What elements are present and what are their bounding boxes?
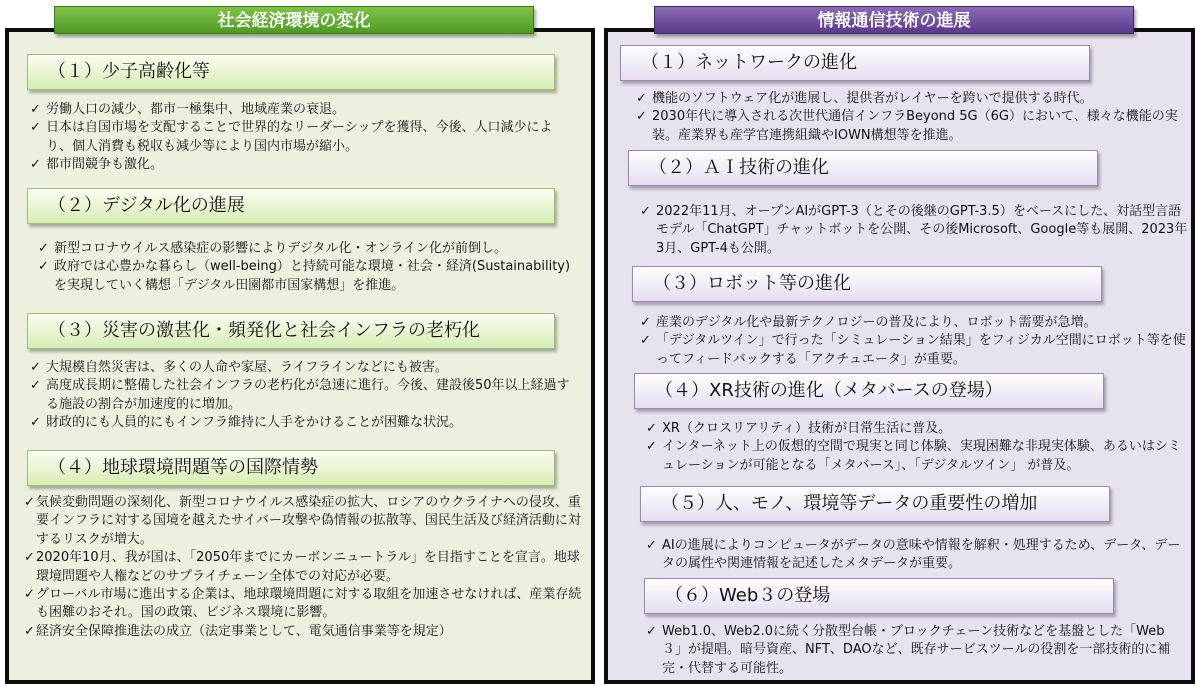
list-item: ✓ 経済安全保障推進法の成立（法定事業として、電気通信事業等を規定） bbox=[24, 623, 584, 641]
right-panel-title: 情報通信技術の進展 bbox=[654, 6, 1134, 34]
section-heading-aging: （１）少子高齢化等 bbox=[27, 54, 555, 90]
section-body-data bbox=[646, 537, 1186, 574]
list-item: ✓ 「デジタルツイン」で行った「シミュレーション結果」をフィジカル空間にロボット等を使ってフィードバックする「アクチュエータ」が重要。 bbox=[640, 332, 1188, 369]
list-item: ✓ 機能のソフトウェア化が進展し、提供者がレイヤーを跨いで提供する時代。 bbox=[636, 90, 1186, 108]
section-heading-robot: （３）ロボット等の進化 bbox=[632, 266, 1102, 302]
list-item: ✓ 2020年10月、我が国は、「2050年までにカーボンニュートラル」を目指すことを宣言。地球環境問題や人権などのサプライチェーン全体での対応が必要。 bbox=[24, 549, 584, 586]
list-item: ✓ 気候変動問題の深刻化、新型コロナウイルス感染症の拡大、ロシアのウクライナへの侵攻、重要インフラに対する国境を越えたサイバー攻撃や偽情報の拡散等、国民生活及び経済活動に対するリスクが増大。 bbox=[24, 494, 584, 549]
section-heading-environment: （４）地球環境問題等の国際情勢 bbox=[27, 450, 555, 486]
section-body-robot bbox=[640, 314, 1188, 369]
list-item: ✓ 産業のデジタル化や最新テクノロジーの普及により、ロボット需要が急増。 bbox=[640, 314, 1188, 332]
list-item: ✓ 大規模自然災害は、多くの人命や家屋、ライフラインなどにも被害。 bbox=[30, 359, 570, 377]
list-item: ✓ 労働人口の減少、都市一極集中、地域産業の衰退。 bbox=[30, 101, 578, 119]
section-body-web3 bbox=[646, 623, 1176, 678]
section-heading-ai: （２）ＡＩ技術の進化 bbox=[628, 150, 1098, 186]
section-heading-web3: （６）Web３の登場 bbox=[644, 578, 1114, 614]
list-item: ✓ インターネット上の仮想的空間で現実と同じ体験、実現困難な非現実体験、あるいはシミュレーションが可能となる「メタバース」、「デジタルツイン」 が普及。 bbox=[646, 438, 1188, 475]
section-body-aging bbox=[30, 101, 578, 175]
section-heading-network: （１）ネットワークの進化 bbox=[620, 45, 1090, 81]
list-item: ✓ グローバル市場に進出する企業は、地球環境問題に対する取組を加速させなければ、産業存続も困難のおそれ。国の政策、ビジネス環境に影響。 bbox=[24, 586, 584, 623]
section-heading-xr: （４）XR技術の進化（メタバースの登場） bbox=[634, 373, 1104, 409]
section-body-ai bbox=[640, 203, 1188, 258]
list-item: ✓ 政府では心豊かな暮らし（well-being）と持続可能な環境・社会・経済(Sustainability)を実現していく構想「デジタル田園都市国家構想」を推進。 bbox=[38, 258, 578, 295]
section-body-disaster bbox=[30, 359, 570, 433]
section-heading-disaster: （３）災害の激甚化・頻発化と社会インフラの老朽化 bbox=[27, 313, 555, 349]
section-heading-data: （５）人、モノ、環境等データの重要性の増加 bbox=[640, 486, 1110, 522]
list-item: ✓ AIの進展によりコンピュータがデータの意味や情報を解釈・処理するため、データ、データの属性や関連情報を記述したメタデータが重要。 bbox=[646, 537, 1186, 574]
list-item: ✓ 高度成長期に整備した社会インフラの老朽化が急速に進行。今後、建設後50年以上経過する施設の割合が加速度的に増加。 bbox=[30, 377, 570, 414]
list-item: ✓ XR（クロスリアリティ）技術が日常生活に普及。 bbox=[646, 420, 1188, 438]
list-item: ✓ Web1.0、Web2.0に続く分散型台帳・ブロックチェーン技術などを基盤とした「Web３」が提唱。暗号資産、NFT、DAOなど、既存サービスツールの役割を一部技術的に補完・代替する可能性。 bbox=[646, 623, 1176, 678]
list-item: ✓ 2030年代に導入される次世代通信インフラBeyond 5G（6G）において、様々な機能の実装。産業界も産学官連携組織やIOWN構想等を推進。 bbox=[636, 108, 1186, 145]
section-body-network bbox=[636, 90, 1186, 145]
list-item: ✓ 2022年11月、オープンAIがGPT-3（とその後継のGPT-3.5）をベースにした、対話型言語モデル「ChatGPT」チャットボットを公開、その後Microsoft、Google等も展開、2023年3月、GPT-4も公開。 bbox=[640, 203, 1188, 258]
section-heading-digital: （２）デジタル化の進展 bbox=[27, 188, 555, 224]
list-item: ✓ 日本は自国市場を支配することで世界的なリーダーシップを獲得、今後、人口減少により、個人消費も税収も減少等により国内市場が縮小。 bbox=[30, 119, 578, 156]
section-body-environment bbox=[24, 494, 584, 641]
section-body-xr bbox=[646, 420, 1188, 475]
list-item: ✓ 都市間競争も激化。 bbox=[30, 156, 578, 174]
section-body-digital bbox=[38, 240, 578, 295]
list-item: ✓ 財政的にも人員的にもインフラ維持に人手をかけることが困難な状況。 bbox=[30, 414, 570, 432]
list-item: ✓ 新型コロナウイルス感染症の影響によりデジタル化・オンライン化が前倒し。 bbox=[38, 240, 578, 258]
left-panel-title: 社会経済環境の変化 bbox=[54, 6, 534, 34]
